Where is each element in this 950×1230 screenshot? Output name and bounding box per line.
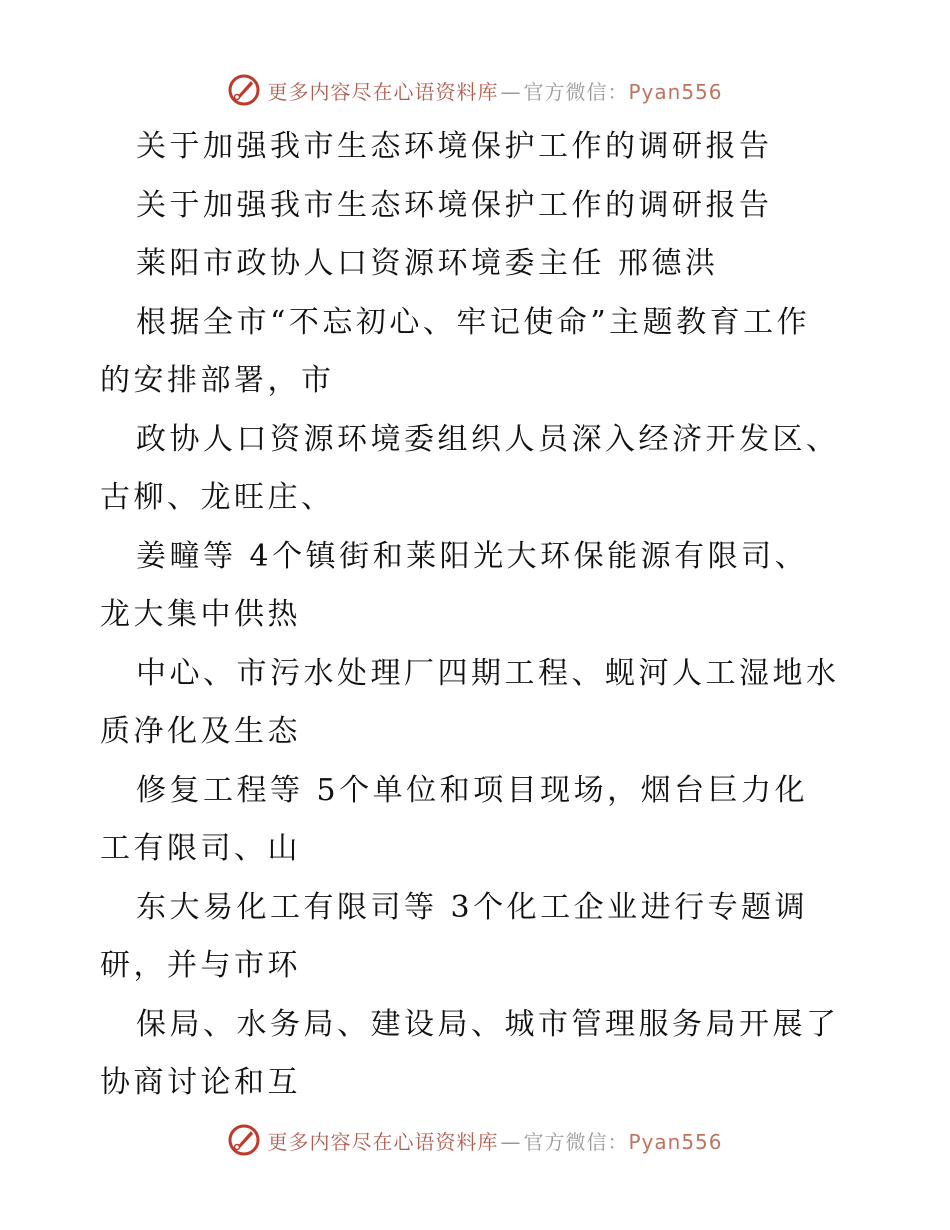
watermark-header xyxy=(0,70,950,110)
doc-line: 龙大集中供热 xyxy=(100,597,301,632)
doc-title-repeat: 关于加强我市生态环境保护工作的调研报告 xyxy=(136,187,773,223)
watermark-brand: 更多内容尽在心语资料库 xyxy=(267,79,499,104)
watermark-footer xyxy=(0,1120,950,1160)
doc-title: 关于加强我市生态环境保护工作的调研报告 xyxy=(136,129,773,164)
doc-line: 修复工程等 5个单位和项目现场，烟台巨力化 xyxy=(136,772,809,808)
doc-line: 政协人口资源环境委组织人员深入经济开发区、 xyxy=(136,421,840,457)
doc-line: 姜疃等 4个镇街和莱阳光大环保能源有限司、 xyxy=(136,538,809,574)
doc-line: 根据全市“不忘初心、牢记使命”主题教育工作 xyxy=(136,304,811,340)
doc-line: 东大易化工有限司等 3个化工企业进行专题调 xyxy=(136,889,809,925)
doc-line: 的安排部署，市 xyxy=(100,363,335,398)
document-body xyxy=(100,118,860,1113)
watermark-separator: — xyxy=(500,79,522,104)
watermark-label: 官方微信： xyxy=(523,79,629,104)
doc-author: 莱阳市政协人口资源环境委主任 邢德洪 xyxy=(136,246,719,281)
quill-logo-icon xyxy=(227,73,261,107)
watermark-label: 官方微信： xyxy=(523,1129,629,1154)
doc-line: 工有限司、山 xyxy=(100,831,301,866)
watermark-text xyxy=(267,1126,722,1155)
doc-line: 协商讨论和互 xyxy=(100,1065,301,1100)
doc-line: 质净化及生态 xyxy=(100,714,301,749)
watermark-id: Pyan556 xyxy=(628,1129,723,1154)
doc-line: 古柳、龙旺庄、 xyxy=(100,480,335,515)
doc-line: 保局、水务局、建设局、城市管理服务局开展了 xyxy=(136,1006,840,1042)
watermark-brand: 更多内容尽在心语资料库 xyxy=(267,1129,499,1154)
watermark-text xyxy=(267,76,722,105)
watermark-separator: — xyxy=(500,1129,522,1154)
watermark-id: Pyan556 xyxy=(628,79,723,104)
doc-line: 中心、市污水处理厂四期工程、蚬河人工湿地水 xyxy=(136,655,840,691)
doc-line: 研，并与市环 xyxy=(100,948,301,983)
quill-logo-icon xyxy=(227,1123,261,1157)
